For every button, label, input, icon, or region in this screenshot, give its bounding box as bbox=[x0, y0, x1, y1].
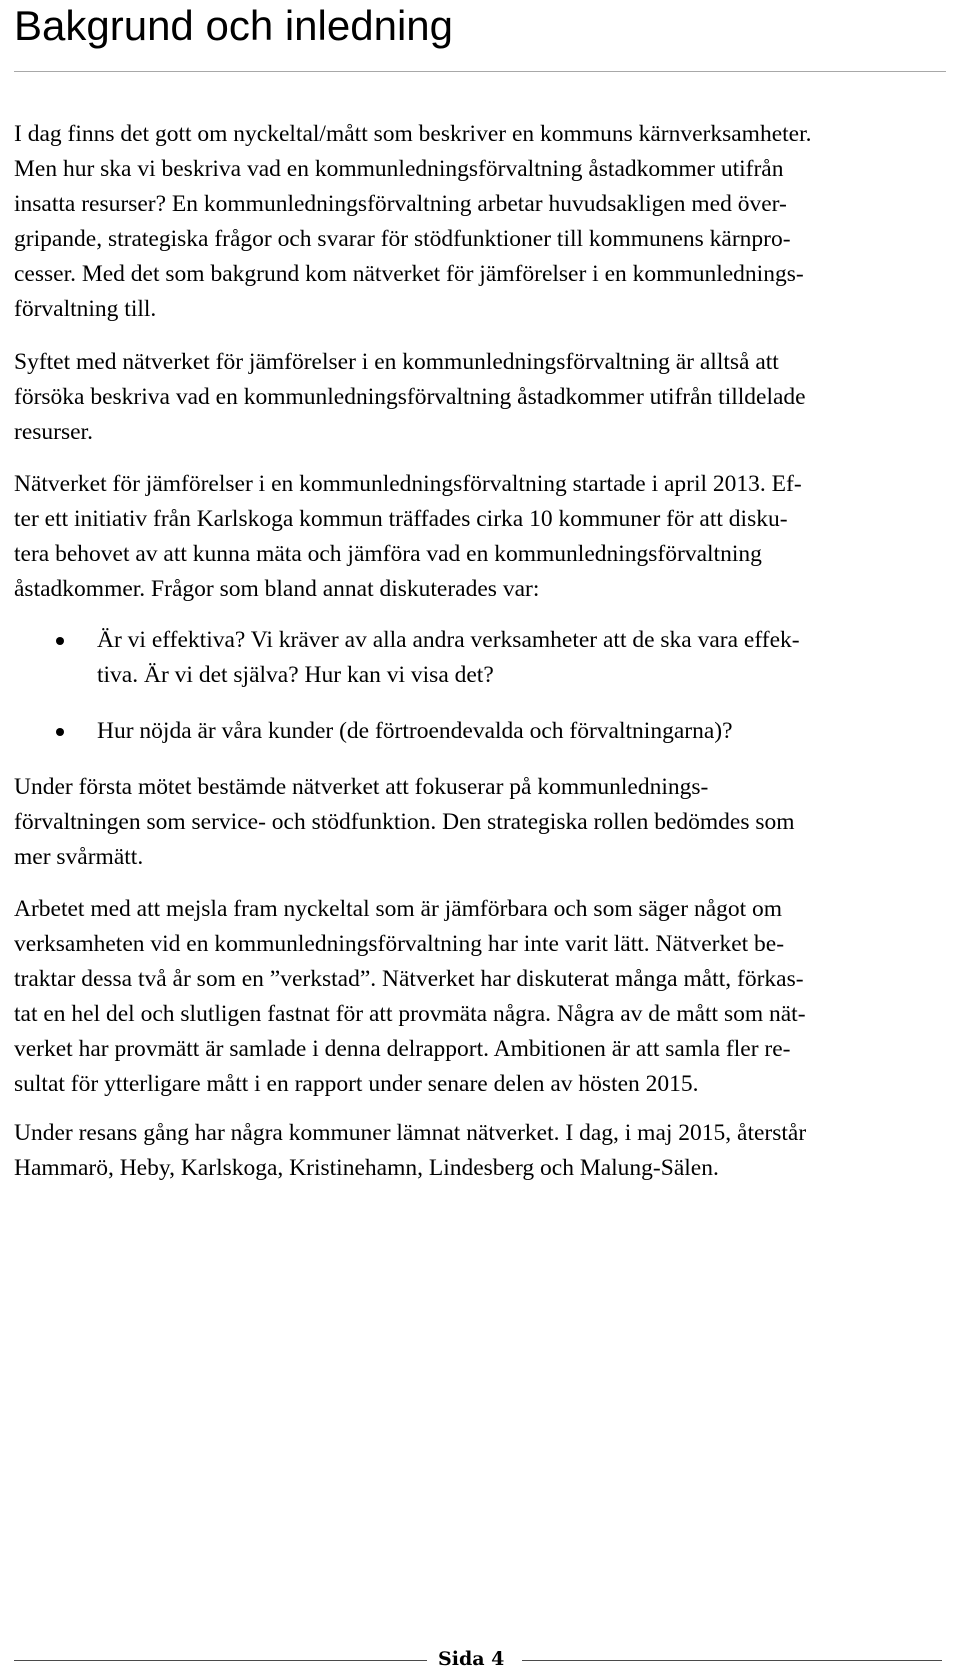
text-line: Hammarö, Heby, Karlskoga, Kristinehamn, Lindesberg och Malung-Sälen. bbox=[14, 1155, 719, 1181]
paragraph-work bbox=[14, 892, 934, 1102]
text-line: tiva. Är vi det själva? Hur kan vi visa det? bbox=[97, 662, 494, 688]
text-line: tera behovet av att kunna mäta och jämföra vad en kommunledningsförvaltning bbox=[14, 541, 762, 567]
list-item-text bbox=[97, 623, 927, 693]
text-line: insatta resurser? En kommunledningsförvaltning arbetar huvudsakligen med över- bbox=[14, 191, 787, 217]
text-line: Är vi effektiva? Vi kräver av alla andra verksamheter att de ska vara effek- bbox=[97, 627, 800, 653]
paragraph-purpose bbox=[14, 345, 934, 450]
text-line: Under första mötet bestämde nätverket att fokuserar på kommunlednings- bbox=[14, 774, 709, 800]
text-line: I dag finns det gott om nyckeltal/mått som beskriver en kommuns kärnverksamheter. bbox=[14, 121, 812, 147]
text-line: Hur nöjda är våra kunder (de förtroendevalda och förvaltningarna)? bbox=[97, 718, 733, 744]
text-line: åstadkommer. Frågor som bland annat diskuterades var: bbox=[14, 576, 540, 602]
bullet-icon bbox=[56, 728, 64, 736]
text-line: tat en hel del och slutligen fastnat för att provmäta några. Några av de mått som nät- bbox=[14, 1001, 806, 1027]
text-line: ter ett initiativ från Karlskoga kommun träffades cirka 10 kommuner för att disku- bbox=[14, 506, 788, 532]
text-line: Men hur ska vi beskriva vad en kommunledningsförvaltning åstadkommer utifrån bbox=[14, 156, 784, 182]
footer-divider-right bbox=[522, 1660, 942, 1661]
paragraph-start bbox=[14, 467, 934, 607]
paragraph-members bbox=[14, 1116, 934, 1186]
paragraph-first-meeting bbox=[14, 770, 934, 875]
list-item-text bbox=[97, 714, 927, 749]
text-line: försöka beskriva vad en kommunledningsförvaltning åstadkommer utifrån tilldelade bbox=[14, 384, 806, 410]
text-line: Syftet med nätverket för jämförelser i en kommunledningsförvaltning är alltså att bbox=[14, 349, 779, 375]
text-line: Arbetet med att mejsla fram nyckeltal som är jämförbara och som säger något om bbox=[14, 896, 783, 922]
text-line: Nätverket för jämförelser i en kommunledningsförvaltning startade i april 2013. Ef- bbox=[14, 471, 802, 497]
text-line: sultat för ytterligare mått i en rapport under senare delen av hösten 2015. bbox=[14, 1071, 699, 1097]
paragraph-intro bbox=[14, 117, 934, 327]
text-line: verket har provmätt är samlade i denna delrapport. Ambitionen är att samla fler re- bbox=[14, 1036, 791, 1062]
bullet-icon bbox=[56, 637, 64, 645]
text-line: förvaltning till. bbox=[14, 296, 157, 322]
text-line: cesser. Med det som bakgrund kom nätverket för jämförelser i en kommunlednings- bbox=[14, 261, 804, 287]
text-line: Under resans gång har några kommuner lämnat nätverket. I dag, i maj 2015, återstår bbox=[14, 1120, 807, 1146]
text-line: traktar dessa två år som en ”verkstad”. Nätverket har diskuterat många mått, förkas- bbox=[14, 966, 804, 992]
footer-divider-left bbox=[14, 1660, 427, 1661]
text-line: gripande, strategiska frågor och svarar för stödfunktioner till kommunens kärnpro- bbox=[14, 226, 791, 252]
page-number: Sida 4 bbox=[438, 1648, 505, 1670]
text-line: verksamheten vid en kommunledningsförvaltning har inte varit lätt. Nätverket be- bbox=[14, 931, 785, 957]
text-line: resurser. bbox=[14, 419, 93, 445]
text-line: förvaltningen som service- och stödfunktion. Den strategiska rollen bedömdes som bbox=[14, 809, 795, 835]
text-line: mer svårmätt. bbox=[14, 844, 144, 870]
page-title: Bakgrund och inledning bbox=[14, 2, 453, 49]
heading-divider bbox=[14, 71, 946, 72]
